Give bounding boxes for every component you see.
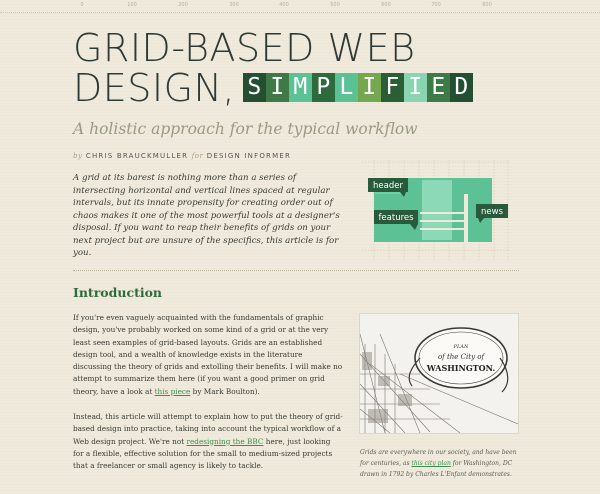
- map-text-line3: WASHINGTON.: [426, 363, 496, 373]
- byline-for: for: [191, 152, 204, 160]
- city-plan-image: [360, 314, 518, 433]
- grid-illustration: [362, 160, 510, 260]
- caption-before: Grids are everywhere in our society, and have been for centuries, as: [360, 449, 517, 467]
- paragraph-2-text: Instead, this article will attempt to explain how to put the theory of grid-based design into practice, taking into account the typical workflow of a Web design project. We're not: [73, 412, 343, 446]
- label-news-text: news: [481, 207, 503, 217]
- simplified-letter: M: [289, 73, 312, 102]
- grid-block: [422, 180, 452, 240]
- figure-caption: [360, 447, 520, 480]
- map-text-line1: PLAN: [453, 344, 469, 350]
- simplified-letter: I: [266, 73, 289, 102]
- byline-publication[interactable]: DESIGN INFORMER: [206, 152, 292, 160]
- ruler-tick: 0: [80, 2, 84, 8]
- ruler-tick: 100: [127, 2, 137, 8]
- byline-author[interactable]: CHRIS BRAUCKMULLER: [85, 152, 189, 160]
- ruler-tick: 300: [229, 2, 239, 8]
- paragraph-2-after: here, just looking for a flexible, effective solution for the small to medium-sized projects that a freelancer or small agency is likely to tackle.: [73, 436, 333, 471]
- simplified-letter: I: [358, 73, 381, 102]
- redesigning-bbc-link[interactable]: redesigning the BBC: [186, 436, 264, 446]
- ruler-tick: 800: [482, 2, 492, 8]
- city-plan-drawing: [360, 314, 518, 433]
- simplified-letter: L: [335, 73, 358, 102]
- title-line-2: DESIGN,: [73, 66, 236, 110]
- simplified-blocks: [243, 73, 473, 102]
- simplified-letter: D: [450, 73, 473, 102]
- ruler-tick: 700: [431, 2, 441, 8]
- paragraph-1-text: If you're even vaguely acquainted with the fundamentals of graphic design, you've probably worked on some kind of a grid or at the very least seen examples of grid-based layouts. Grids are an established design tool, and a wealth of knowledge exists in the literature discussing the theory of grids and extolling their benefits. I will make no attempt to summarize them here (if you want a good primer on grid theory, have a look at: [73, 313, 343, 396]
- label-features-text: features: [378, 213, 414, 223]
- simplified-letter: S: [243, 73, 266, 102]
- intro-paragraph: A grid at its barest is nothing more than a series of intersecting horizontal and vertical lines spaced at regular intervals, but its innate propensity for creating order out of chaos makes it one of the most powerful tools at a designer's disposal. If you want to reap their benefits of grids on your next project but are unsure of the specifics, this article is for you.: [73, 173, 340, 258]
- paragraph-1-after: by Mark Boulton).: [190, 386, 260, 396]
- ruler-tick: 400: [279, 2, 289, 8]
- subtitle: A holistic approach for the typical workflow: [73, 120, 418, 138]
- section-divider: [73, 270, 519, 271]
- ruler-tick: 500: [330, 2, 340, 8]
- section-heading: Introduction: [73, 285, 163, 300]
- this-piece-link[interactable]: this piece: [154, 386, 191, 396]
- ruler-tick: 600: [381, 2, 391, 8]
- simplified-letter: I: [404, 73, 427, 102]
- city-plan-link[interactable]: this city plan: [411, 460, 451, 467]
- paragraph-2: [73, 411, 343, 472]
- paragraph-1: [73, 312, 343, 398]
- page-title: [73, 28, 593, 108]
- title-line-1: GRID-BASED WEB: [73, 26, 416, 70]
- caption-after: for Washington, DC drawn in 1792 by Charles L'Enfant demonstrates.: [360, 460, 513, 478]
- simplified-letter: P: [312, 73, 335, 102]
- ruler-tick: 200: [178, 2, 188, 8]
- byline-by: by: [73, 152, 83, 160]
- byline: [73, 152, 291, 160]
- simplified-letter: E: [427, 73, 450, 102]
- top-ruler: [0, 0, 600, 13]
- map-text-line2: of the City of: [437, 353, 485, 361]
- label-header-text: header: [373, 181, 403, 191]
- simplified-letter: F: [381, 73, 404, 102]
